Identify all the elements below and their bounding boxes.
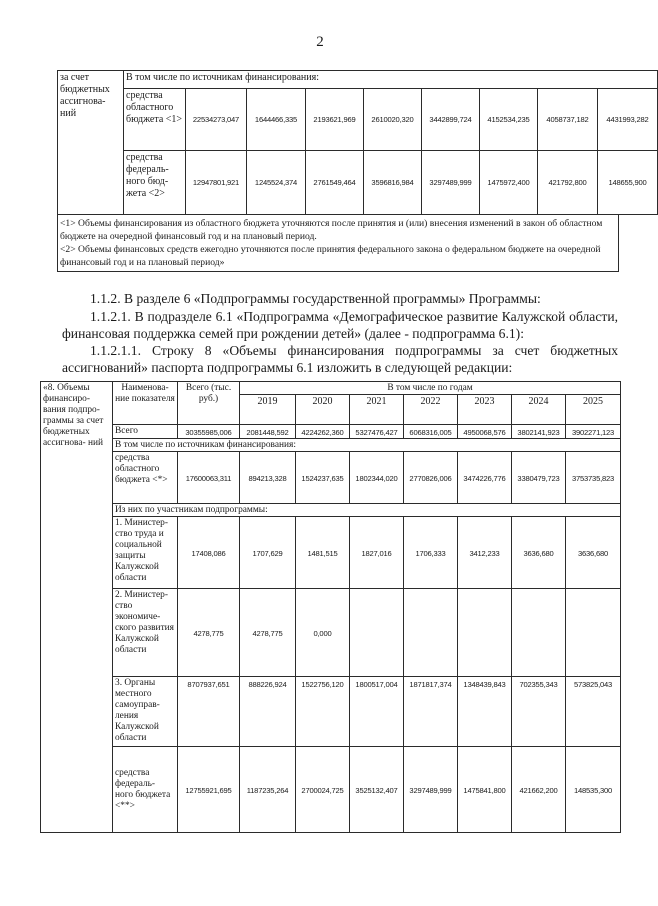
year-2021: 2021 xyxy=(350,395,404,425)
value-cell: 148655,900 xyxy=(598,151,658,215)
year-2023: 2023 xyxy=(458,395,512,425)
value-cell: 3297489,999 xyxy=(422,151,480,215)
regional-budget-label-2: средства областного бюджета <*> xyxy=(113,452,178,504)
value-cell: 17600063,311 xyxy=(178,452,240,504)
value-cell: 3442899,724 xyxy=(422,89,480,151)
value-cell: 0,000 xyxy=(296,589,350,677)
financing-table-continuation xyxy=(57,70,658,215)
value-cell: 17408,086 xyxy=(178,517,240,589)
year-2020: 2020 xyxy=(296,395,350,425)
value-cell xyxy=(512,589,566,677)
value-cell xyxy=(566,589,621,677)
value-cell: 5327476,427 xyxy=(350,425,404,439)
footnote-1: <1> Объемы финансирования из областного бюджета уточняются после принятия и (или) внесения изменений в закон об областном бюджете на очередной финансовый год и на плановый период. xyxy=(60,218,603,242)
value-cell: 8707937,651 xyxy=(178,677,240,747)
footnotes-box xyxy=(57,214,619,272)
value-cell: 1245524,374 xyxy=(247,151,306,215)
year-2025: 2025 xyxy=(566,395,621,425)
value-cell: 3297489,999 xyxy=(404,747,458,833)
total-header: Всего (тыс. руб.) xyxy=(178,382,240,425)
value-cell: 3636,680 xyxy=(566,517,621,589)
value-cell: 1475841,800 xyxy=(458,747,512,833)
value-cell: 2761549,464 xyxy=(306,151,364,215)
sources-header: В том числе по источникам финансирования: xyxy=(124,71,658,89)
participant-ministry-labor: 1. Министер- ство труда и социальной защиты Калужской области xyxy=(113,517,178,589)
budget-allocations-label: за счет бюджетных ассигнова- ний xyxy=(58,71,124,215)
value-cell: 1644466,335 xyxy=(247,89,306,151)
years-header: В том числе по годам xyxy=(240,382,621,395)
value-cell: 4058737,182 xyxy=(538,89,598,151)
value-cell: 3902271,123 xyxy=(566,425,621,439)
value-cell: 3596816,984 xyxy=(364,151,422,215)
value-cell: 3474226,776 xyxy=(458,452,512,504)
sources-header-2: В том числе по источникам финансирования: xyxy=(113,439,621,452)
value-cell: 4431993,282 xyxy=(598,89,658,151)
year-2022: 2022 xyxy=(404,395,458,425)
subprogram-budget-label: «8. Объемы финансиро- вания подпро- граммы за счет бюджетных ассигнова- ний xyxy=(41,382,113,833)
participants-header: Из них по участникам подпрограммы: xyxy=(113,504,621,517)
value-cell: 22534273,047 xyxy=(186,89,247,151)
value-cell: 1481,515 xyxy=(296,517,350,589)
value-cell: 4278,775 xyxy=(240,589,296,677)
value-cell xyxy=(458,589,512,677)
footnote-2: <2> Объемы финансовых средств ежегодно уточняются после принятия федерального закона о федеральном бюджете на очередной финансовый год и на плановый период» xyxy=(60,244,601,268)
value-cell: 1187235,264 xyxy=(240,747,296,833)
value-cell: 3412,233 xyxy=(458,517,512,589)
page-number: 2 xyxy=(316,34,324,50)
value-cell: 894213,328 xyxy=(240,452,296,504)
value-cell: 3802141,923 xyxy=(512,425,566,439)
value-cell: 2770826,006 xyxy=(404,452,458,504)
value-cell: 1522756,120 xyxy=(296,677,350,747)
value-cell xyxy=(350,589,404,677)
value-cell: 421792,800 xyxy=(538,151,598,215)
federal-budget-label: средства федераль- ного бюд- жета <2> xyxy=(124,151,186,215)
value-cell: 3380479,723 xyxy=(512,452,566,504)
value-cell: 4152534,235 xyxy=(480,89,538,151)
value-cell: 1802344,020 xyxy=(350,452,404,504)
value-cell: 148535,300 xyxy=(566,747,621,833)
value-cell: 1348439,843 xyxy=(458,677,512,747)
value-cell: 573825,043 xyxy=(566,677,621,747)
value-cell: 4224262,360 xyxy=(296,425,350,439)
value-cell: 2700024,725 xyxy=(296,747,350,833)
indicator-name-header: Наименова- ние показателя xyxy=(113,382,178,425)
paragraph-1-1-2-1-1: 1.1.2.1.1. Строку 8 «Объемы финансирования подпрограммы за счет бюджетных ассигнований» паспорта подпрограммы 6.1 изложить в следующей редакции: xyxy=(62,343,618,375)
value-cell: 1827,016 xyxy=(350,517,404,589)
subprogram-financing-table xyxy=(40,381,621,833)
value-cell: 4278,775 xyxy=(178,589,240,677)
value-cell: 2081448,592 xyxy=(240,425,296,439)
value-cell: 12947801,921 xyxy=(186,151,247,215)
participant-ministry-economy: 2. Министер- ство экономиче- ского развития Калужской области xyxy=(113,589,178,677)
value-cell: 12755921,695 xyxy=(178,747,240,833)
value-cell: 3753735,823 xyxy=(566,452,621,504)
value-cell: 421662,200 xyxy=(512,747,566,833)
value-cell: 888226,924 xyxy=(240,677,296,747)
participant-local-government: 3. Органы местного самоуправ- ления Калужской области xyxy=(113,677,178,747)
paragraph-1-1-2: 1.1.2. В разделе 6 «Подпрограммы государственной программы» Программы: xyxy=(90,291,541,306)
year-2024: 2024 xyxy=(512,395,566,425)
value-cell: 3525132,407 xyxy=(350,747,404,833)
value-cell: 1800517,004 xyxy=(350,677,404,747)
value-cell: 702355,343 xyxy=(512,677,566,747)
total-row-label: Всего xyxy=(113,425,178,439)
year-2019: 2019 xyxy=(240,395,296,425)
regional-budget-label: средства областного бюджета <1> xyxy=(124,89,186,151)
value-cell xyxy=(404,589,458,677)
value-cell: 1524237,635 xyxy=(296,452,350,504)
value-cell: 2610020,320 xyxy=(364,89,422,151)
value-cell: 1707,629 xyxy=(240,517,296,589)
value-cell: 4950068,576 xyxy=(458,425,512,439)
value-cell: 30355985,006 xyxy=(178,425,240,439)
value-cell: 1871817,374 xyxy=(404,677,458,747)
value-cell: 1706,333 xyxy=(404,517,458,589)
federal-budget-label-2: средства федераль- ного бюджета <**> xyxy=(113,747,178,833)
paragraph-1-1-2-1: 1.1.2.1. В подразделе 6.1 «Подпрограмма «Демографическое развитие Калужской области, финансовая поддержка семей при рождении детей» (далее - подпрограмма 6.1): xyxy=(62,309,618,341)
value-cell: 6068316,005 xyxy=(404,425,458,439)
value-cell: 1475972,400 xyxy=(480,151,538,215)
value-cell: 2193621,969 xyxy=(306,89,364,151)
value-cell: 3636,680 xyxy=(512,517,566,589)
